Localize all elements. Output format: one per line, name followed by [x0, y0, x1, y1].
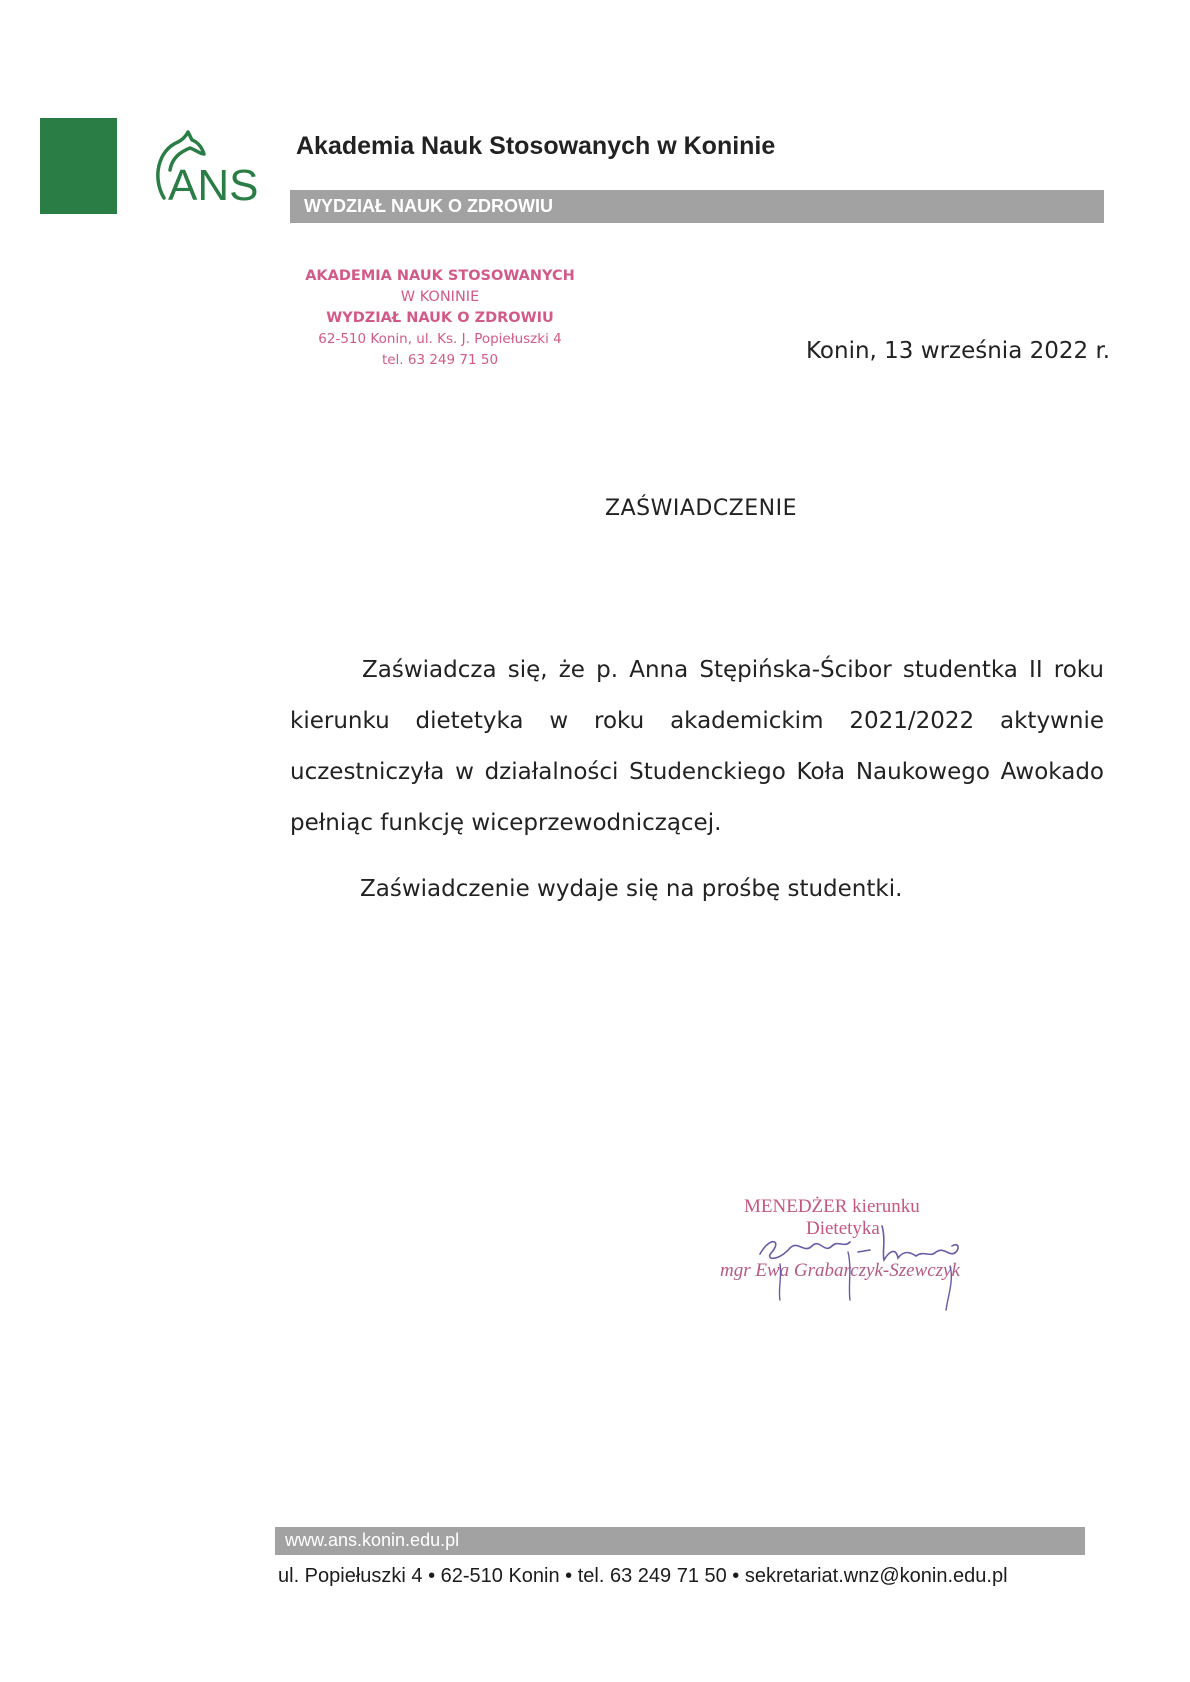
ans-logo: [150, 128, 265, 208]
body-line-3: uczestniczyła w działalności Studenckiego Koła Naukowego Awokado: [290, 759, 1104, 785]
closing-sentence: Zaświadczenie wydaje się na prośbę studentki.: [360, 876, 903, 902]
stamp-line-2: W KONINIE: [400, 289, 480, 305]
footer-banner: [275, 1527, 1085, 1555]
footer-address: ul. Popiełuszki 4 • 62-510 Konin • tel. 63 249 71 50 • sekretariat.wnz@konin.edu.pl: [278, 1565, 1008, 1587]
university-name: Akademia Nauk Stosowanych w Koninie: [296, 132, 776, 160]
signature-field: Dietetyka: [806, 1218, 880, 1239]
body-line-1: Zaświadcza się, że p. Anna Stępińska-Ścibor studentka II roku: [362, 657, 1104, 683]
logo-text: ANS: [168, 161, 259, 208]
stamp-line-5: tel. 63 249 71 50: [381, 352, 499, 368]
signature-name: mgr Ewa Grabarczyk-Szewczyk: [720, 1260, 960, 1281]
footer-website: www.ans.konin.edu.pl: [285, 1530, 460, 1550]
brand-color-block: [40, 118, 117, 214]
institution-stamp: [300, 266, 580, 371]
ans-logo-icon: [150, 128, 265, 208]
certificate-body: [290, 645, 1104, 849]
document-title: ZAŚWIADCZENIE: [605, 496, 797, 521]
document-date: Konin, 13 września 2022 r.: [806, 338, 1111, 364]
stamp-line-1: AKADEMIA NAUK STOSOWANYCH: [305, 268, 575, 284]
faculty-banner: [290, 190, 1104, 223]
body-line-2: kierunku dietetyka w roku akademickim 2021/2022 aktywnie: [290, 708, 1104, 734]
signature-role: MENEDŻER kierunku: [744, 1196, 920, 1217]
stamp-line-3: WYDZIAŁ NAUK O ZDROWIU: [326, 310, 554, 326]
stamp-line-4: 62-510 Konin, ul. Ks. J. Popiełuszki 4: [318, 331, 562, 347]
handwritten-signature-icon: [720, 1196, 1020, 1316]
signature-stamp: [720, 1196, 1020, 1316]
body-line-4: pełniąc funkcję wiceprzewodniczącej.: [290, 810, 722, 836]
faculty-name: WYDZIAŁ NAUK O ZDROWIU: [304, 196, 553, 216]
